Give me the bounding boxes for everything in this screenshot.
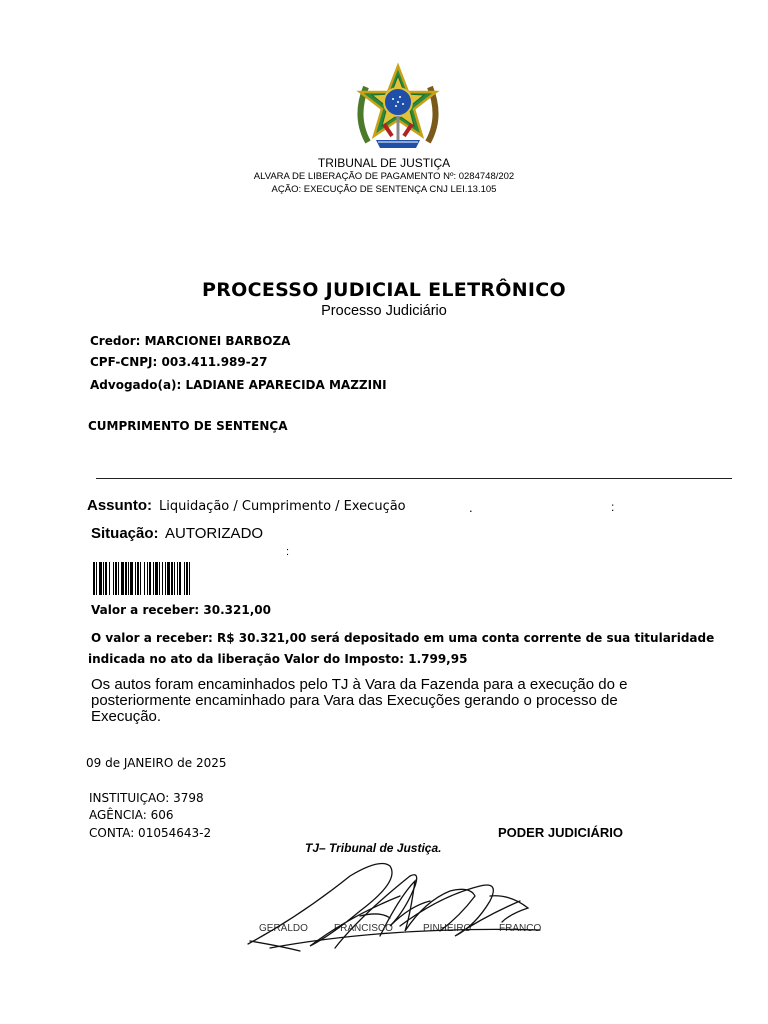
situacao-value: AUTORIZADO <box>165 525 264 542</box>
assunto-colon: : <box>611 500 615 514</box>
signature-name: FRANCISCO <box>334 923 393 934</box>
assunto-label: Assunto: <box>87 497 152 514</box>
bank-agencia: AGÊNCIA: 606 <box>89 808 174 822</box>
alvara-number: ALVARA DE LIBERAÇÃO DE PAGAMENTO Nº: 0284748/202 <box>253 171 515 182</box>
assunto-value: Liquidação / Cumprimento / Execução <box>159 499 406 514</box>
divider <box>96 478 732 479</box>
body-line: Os autos foram encaminhados pelo TJ à Vara da Fazenda para a execução do e <box>91 676 628 693</box>
handwritten-signature-icon <box>240 856 550 956</box>
body-line: Execução. <box>91 708 162 725</box>
page-subtitle: Processo Judiciário <box>321 303 447 319</box>
poder-judiciario: PODER JUDICIÁRIO <box>498 825 623 840</box>
bank-conta: CONTA: 01054643-2 <box>89 826 212 840</box>
situacao-colon: : <box>286 546 290 558</box>
bank-instituicao: INSTITUIÇAO: 3798 <box>89 791 204 805</box>
acao-line: AÇÃO: EXECUÇÃO DE SENTENÇA CNJ LEI.13.105 <box>271 184 497 195</box>
assunto-dot: . <box>469 500 473 515</box>
section-heading: CUMPRIMENTO DE SENTENÇA <box>88 419 288 433</box>
cpf-line: CPF-CNPJ: 003.411.989-27 <box>90 355 268 369</box>
deposit-line-2: indicada no ato da liberação Valor do Imposto: 1.799,95 <box>88 652 468 666</box>
brazil-coat-of-arms-icon <box>348 62 448 154</box>
body-paragraph <box>91 677 691 725</box>
signature-name: GERALDO <box>259 923 308 934</box>
barcode-icon <box>93 562 257 595</box>
situacao-label: Situação: <box>91 525 159 542</box>
body-line: posteriormente encaminhado para Vara das Execuções gerando o processo de <box>91 692 618 709</box>
valor-receber: Valor a receber: 30.321,00 <box>91 603 271 617</box>
page-title: PROCESSO JUDICIAL ELETRÔNICO <box>202 279 566 301</box>
document-date: 09 de JANEIRO de 2025 <box>86 756 227 770</box>
deposit-line-1: O valor a receber: R$ 30.321,00 será depositado em uma conta corrente de sua titularidade <box>91 631 715 645</box>
signature-name: PINHEIRO <box>423 923 472 934</box>
advogado-line: Advogado(a): LADIANE APARECIDA MAZZINI <box>90 378 387 392</box>
credor-line: Credor: MARCIONEI BARBOZA <box>90 334 291 348</box>
tribunal-heading: TRIBUNAL DE JUSTIÇA <box>317 156 451 170</box>
signature-name: FRANCO <box>499 923 542 934</box>
tj-line: TJ– Tribunal de Justiça. <box>305 841 442 855</box>
